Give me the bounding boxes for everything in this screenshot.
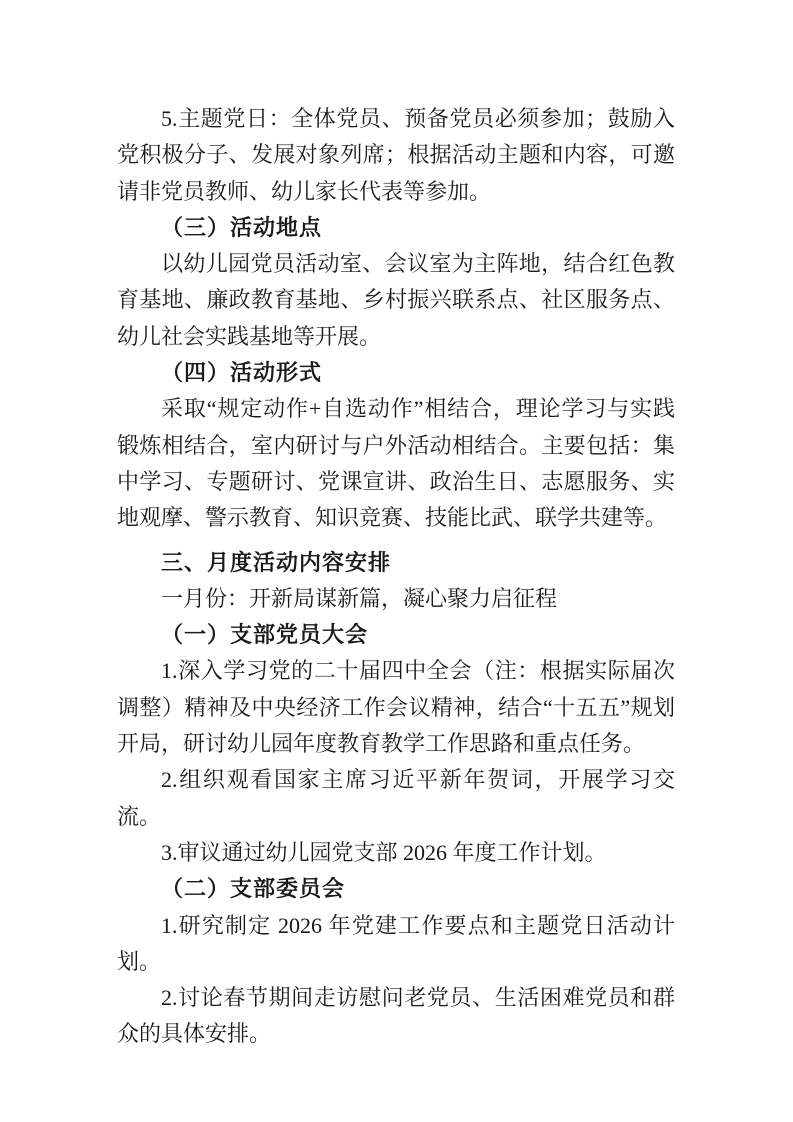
subsection-heading-activity-location: （三）活动地点: [161, 214, 323, 240]
subsection-heading-branch-member-meeting: （一）支部党员大会: [161, 622, 369, 648]
paragraph-january-item-1: 1.深入学习党的二十届四中全会（注：根据实际届次调整）精神及中央经济工作会议精神，结合“十五五”规划开局，研讨幼儿园年度教育教学工作思路和重点任务。: [117, 658, 675, 757]
paragraph-january-item-2: 2.组织观看国家主席习近平新年贺词，开展学习交流。: [117, 767, 675, 829]
subsection-heading-branch-committee: （二）支部委员会: [161, 876, 346, 902]
document-body: [117, 101, 675, 1053]
paragraph-activity-format: 采取“规定动作+自选动作”相结合，理论学习与实践锻炼相结合，室内研讨与户外活动相结合。主要包括：集中学习、专题研讨、党课宣讲、政治生日、志愿服务、实地观摩、警示教育、知识竞赛、技能比武、联学共建等。: [117, 396, 675, 531]
subsection-heading-activity-format: （四）活动形式: [161, 360, 323, 386]
paragraph-committee-item-1: 1.研究制定 2026 年党建工作要点和主题党日活动计划。: [117, 912, 675, 974]
paragraph-theme-party-day: 5.主题党日：全体党员、预备党员必须参加；鼓励入党积极分子、发展对象列席；根据活动主题和内容，可邀请非党员教师、幼儿家长代表等参加。: [117, 106, 675, 204]
paragraph-committee-item-2: 2.讨论春节期间走访慰问老党员、生活困难党员和群众的具体安排。: [117, 985, 675, 1047]
paragraph-january-item-3: 3.审议通过幼儿园党支部 2026 年度工作计划。: [161, 839, 607, 865]
section-heading-monthly-plan: 三、月度活动内容安排: [161, 549, 392, 575]
paragraph-january-theme: 一月份：开新局谋新篇，凝心聚力启征程: [161, 585, 558, 611]
paragraph-activity-location: 以幼儿园党员活动室、会议室为主阵地，结合红色教育基地、廉政教育基地、乡村振兴联系点、社区服务点、幼儿社会实践基地等开展。: [117, 251, 675, 349]
